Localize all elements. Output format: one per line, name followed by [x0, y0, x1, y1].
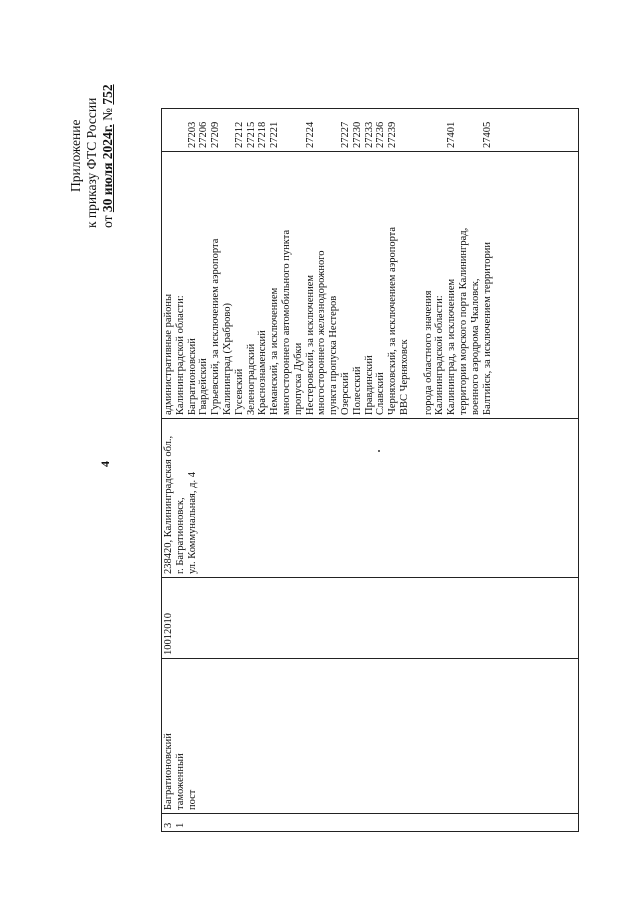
oktmo-code — [316, 112, 328, 148]
oktmo-code: 27236 — [375, 121, 387, 148]
oktmo-code: 27405 — [481, 121, 493, 148]
appendix-date-line — [100, 68, 116, 228]
post-name-cell — [162, 659, 579, 814]
address-line: ул. Коммунальная, д. 4 — [186, 472, 198, 574]
rotated-content — [70, 52, 570, 852]
oktmo-code: 27233 — [363, 121, 375, 148]
address-line: 238420, Калининградская обл., — [163, 435, 174, 574]
appendix-number-label: № — [100, 108, 115, 121]
post-code: 10012010 — [162, 578, 579, 659]
appendix-title: Приложение — [68, 119, 83, 192]
oktmo-code — [293, 112, 305, 148]
oktmo-code: 27221 — [269, 121, 281, 148]
district-line: города областного значения — [422, 290, 434, 415]
appendix-date: 30 июля 2024г. — [100, 124, 115, 213]
district-line: Черняховский, за исключением аэропорта — [387, 226, 399, 415]
district-line: Калининградской области: — [174, 295, 186, 415]
page-number: 4 — [98, 461, 112, 467]
district-line: Калининград (Храброво) — [221, 303, 233, 415]
oktmo-code: 27224 — [304, 121, 316, 148]
district-line: Зеленоградский — [245, 343, 257, 415]
district-line: Славский — [375, 372, 387, 415]
appendix-order: к приказу ФТС России — [84, 97, 99, 228]
district-line: Калининград, за исключением — [446, 278, 458, 415]
oktmo-code: 27218 — [257, 121, 269, 148]
oktmo-code: 27206 — [198, 121, 210, 148]
district-line: Правдинский — [363, 355, 375, 415]
post-name-line: пост — [186, 789, 198, 810]
appendix-date-prefix: от — [100, 215, 115, 228]
district-line: административные районы — [163, 293, 174, 415]
appendix-number: 752 — [100, 84, 115, 105]
district-line: Гвардейский — [198, 358, 210, 415]
districts-cell — [162, 152, 579, 419]
oktmo-code: 27227 — [339, 121, 351, 148]
post-name-line: таможенный — [174, 753, 186, 810]
district-line: Гусевский — [233, 368, 245, 415]
district-line: Калининградской области: — [434, 295, 446, 415]
address-line: г. Багратионовск, — [174, 497, 186, 574]
district-line: Балтийск, за исключением территории — [481, 241, 493, 415]
oktmo-code: 27203 — [186, 121, 198, 148]
oktmo-code: 27215 — [245, 121, 257, 148]
oktmo-code — [281, 112, 293, 148]
post-name-line: Багратионовский — [163, 733, 174, 810]
district-line: Полесский — [351, 366, 363, 415]
district-line: пункта пропуска Нестеров — [328, 295, 340, 415]
district-line: Гурьевский, за исключением аэропорта — [210, 238, 222, 415]
district-line: Озерский — [339, 372, 351, 415]
table-row — [162, 109, 579, 832]
oktmo-code — [175, 112, 187, 148]
appendix-header — [68, 68, 116, 228]
oktmo-code — [423, 112, 435, 148]
district-line: пропуска Дубки — [292, 342, 304, 415]
oktmo-code: 27239 — [387, 121, 399, 148]
district-line: многостороннего автомобильного пункта — [280, 229, 292, 415]
row-number: 3 1 — [162, 814, 579, 832]
oktmo-code: 27212 — [233, 121, 245, 148]
oktmo-code — [328, 112, 340, 148]
district-line: Неманский, за исключением — [269, 287, 281, 415]
district-line: ВВС Черняховск — [398, 339, 410, 415]
oktmo-code — [458, 112, 470, 148]
district-line: военного аэродрома Чкаловск, — [469, 278, 481, 415]
scan-speck — [378, 450, 380, 452]
oktmo-code — [399, 112, 411, 148]
codes-cell — [162, 109, 579, 152]
address-cell — [162, 419, 579, 578]
oktmo-code — [163, 112, 175, 148]
oktmo-code — [222, 112, 234, 148]
district-line: территории морского порта Калининград, — [457, 227, 469, 415]
customs-table — [161, 108, 579, 832]
oktmo-code: 27209 — [210, 121, 222, 148]
oktmo-code: 27401 — [446, 121, 458, 148]
oktmo-code — [411, 112, 423, 148]
district-line: Краснознаменский — [257, 330, 269, 415]
district-line: многостороннего железнодорожного — [316, 250, 328, 415]
oktmo-code: 27230 — [351, 121, 363, 148]
district-line: Багратионовский — [186, 338, 198, 415]
oktmo-code — [470, 112, 482, 148]
district-line — [411, 155, 423, 415]
district-line: Нестеровский, за исключением — [304, 274, 316, 415]
oktmo-code — [434, 112, 446, 148]
